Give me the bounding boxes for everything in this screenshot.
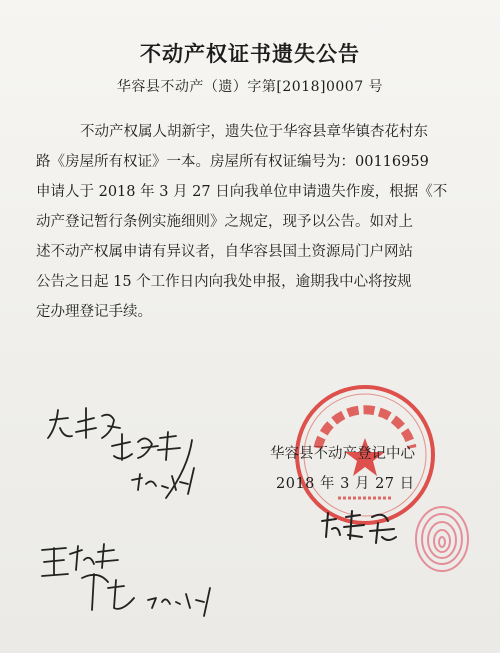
announcement-body bbox=[36, 117, 466, 327]
fingerprint-mark bbox=[412, 503, 472, 575]
issuer-name: 华容县不动产登记中心 bbox=[270, 446, 415, 462]
body-line: 述不动产权属申请有异议者，自华容县国土资源局门户网站 bbox=[36, 244, 413, 260]
body-line: 申请人于 2018 年 3 月 27 日向我单位申请遗失作废，根据《不 bbox=[36, 184, 448, 200]
body-line: 定办理登记手续。 bbox=[36, 304, 152, 320]
body-line: 动产登记暂行条例实施细则》之规定，现予以公告。如对上 bbox=[36, 214, 413, 230]
reference-number: 华容县不动产（遗）字第[2018]0007 号 bbox=[116, 79, 384, 95]
issue-date: 2018 年 3 月 27 日 bbox=[276, 476, 415, 492]
body-line: 公告之日起 15 个工作日内向我处申报，逾期我中心将按规 bbox=[36, 274, 412, 290]
applicant-signature bbox=[318, 507, 408, 552]
page-title: 不动产权证书遗失公告 bbox=[140, 42, 360, 66]
body-line: 路《房屋所有权证》一本。房屋所有权证编号为：00116959 bbox=[36, 154, 429, 170]
handwritten-signature-date bbox=[38, 540, 248, 625]
handwritten-approval-signature bbox=[42, 398, 242, 508]
body-line: 不动产权属人胡新宇，遗失位于华容县章华镇杏花村东 bbox=[80, 124, 428, 140]
